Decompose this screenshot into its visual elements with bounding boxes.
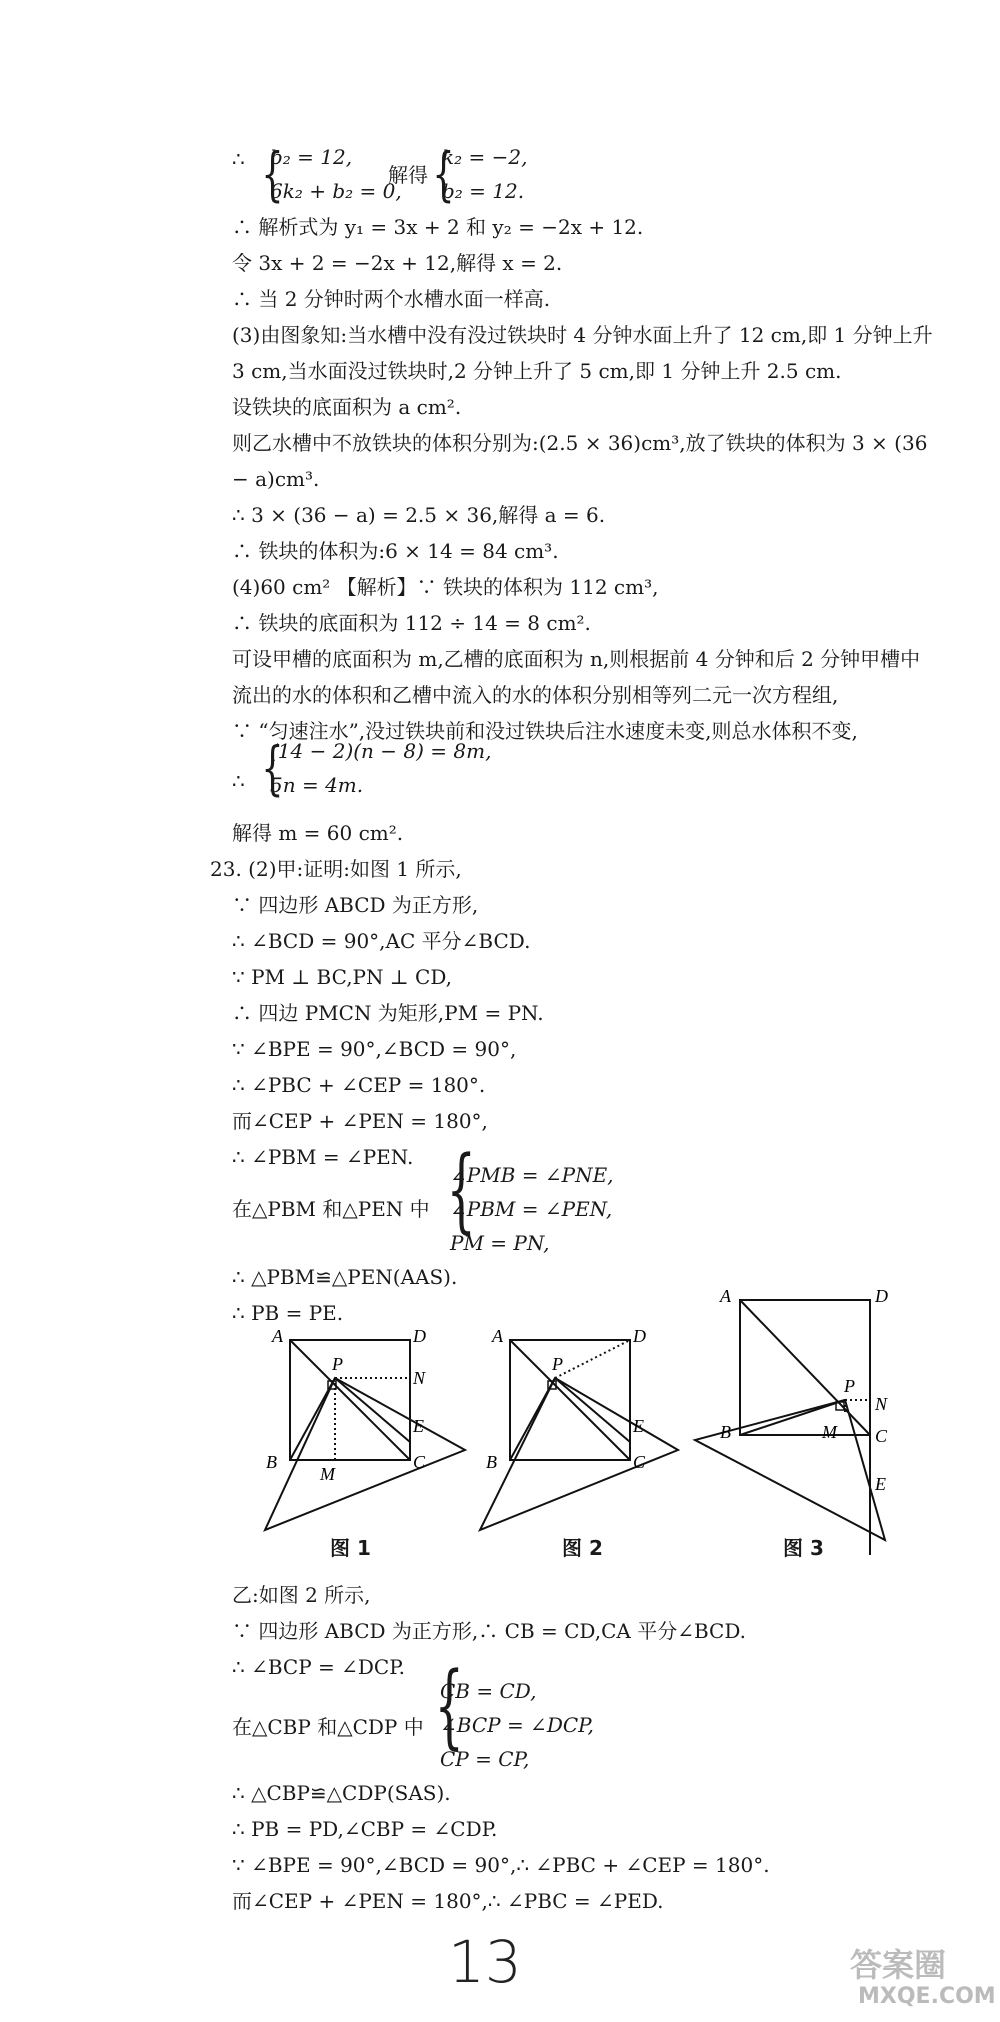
text-line: (4)60 cm² 【解析】∵ 铁块的体积为 112 cm³, [232,575,659,599]
text-line: 乙:如图 2 所示, [232,1583,371,1607]
text-line: ∴ PB = PD,∠CBP = ∠CDP. [232,1817,498,1841]
brace: { [432,140,455,208]
label-a: A [492,1326,503,1346]
figure-3-caption: 图 3 [783,1536,824,1560]
triangle [265,1378,465,1530]
watermark-url: MXQE.COM [858,1984,996,2009]
text-line: ∵ 四边形 ABCD 为正方形, [232,893,479,917]
congruence-conditions-2 [440,1674,594,1776]
label-n: N [413,1368,426,1388]
text-line: ∵ 四边形 ABCD 为正方形,∴ CB = CD,CA 平分∠BCD. [232,1619,747,1643]
equation: b₂ = 12, [270,145,353,169]
brace: { [261,734,284,802]
text-line: 令 3x + 2 = −2x + 12,解得 x = 2. [232,251,563,275]
label-b: B [486,1452,497,1472]
brace: { [446,1136,476,1243]
figure-3 [690,1280,930,1560]
congruence-conditions-1 [450,1158,614,1260]
label-p: P [844,1376,855,1396]
watermark-logo: 答案圈 [850,1946,947,1984]
brace: { [434,1652,464,1759]
question-heading: 23. (2)甲:证明:如图 1 所示, [210,857,462,881]
equation: b₂ = 12. [442,179,525,203]
label-n: N [875,1394,888,1414]
text-line: ∵ ∠BPE = 90°,∠BCD = 90°,∴ ∠PBC + ∠CEP = 180°. [232,1853,770,1877]
text-line: 而∠CEP + ∠PEN = 180°,∴ ∠PBC = ∠PED. [232,1889,664,1913]
therefore-symbol: ∴ [232,147,245,171]
equation: (14 − 2)(n − 8) = 8m, [270,739,492,763]
equation: 5n = 4m. [270,773,364,797]
text-line: (3)由图象知:当水槽中没有没过铁块时 4 分钟水面上升了 12 cm,即 1 分钟上升 [232,323,933,347]
condition: CB = CD, [440,1679,537,1703]
text-line: ∵ ∠BPE = 90°,∠BCD = 90°, [232,1037,517,1061]
figure-1-caption: 图 1 [330,1536,371,1560]
equation-system-3 [270,734,491,802]
therefore-symbol: ∴ [232,769,245,793]
condition: ∠BCP = ∠DCP, [440,1713,594,1737]
text-line: ∴ ∠BCP = ∠DCP. [232,1655,405,1679]
label-a: A [272,1326,283,1346]
text-line: ∴ 当 2 分钟时两个水槽水面一样高. [232,287,551,311]
text-line: ∴ PB = PE. [232,1301,344,1325]
label-a: A [720,1286,731,1306]
figure-1 [250,1320,480,1560]
text-line: 在△PBM 和△PEN 中 [232,1197,430,1221]
label-e: E [875,1474,886,1494]
condition: ∠PBM = ∠PEN, [450,1197,613,1221]
solve-label: 解得 [388,163,428,187]
label-m: M [822,1422,837,1442]
page-number: 13 [448,1928,522,1996]
label-d: D [413,1326,426,1346]
diagonal-ac [510,1340,630,1460]
text-line: ∵ PM ⊥ BC,PN ⊥ CD, [232,965,453,989]
text-line: 则乙水槽中不放铁块的体积分别为:(2.5 × 36)cm³,放了铁块的体积为 3 × (36 [232,431,928,455]
text-line: 而∠CEP + ∠PEN = 180°, [232,1109,488,1133]
text-line: 解得 m = 60 cm². [232,821,404,845]
text-line: ∵ “匀速注水”,没过铁块前和没过铁块后注水速度未变,则总水体积不变, [232,719,858,743]
condition: PM = PN, [450,1231,550,1255]
label-b: B [720,1422,731,1442]
text-line: ∴ △CBP≌△CDP(SAS). [232,1781,451,1805]
label-p: P [552,1354,563,1374]
segment-pe [335,1378,410,1442]
text-line: ∴ 解析式为 y₁ = 3x + 2 和 y₂ = −2x + 12. [232,215,644,239]
equation: 6k₂ + b₂ = 0, [270,179,402,203]
text-line: 在△CBP 和△CDP 中 [232,1715,424,1739]
text-line: ∴ 铁块的底面积为 112 ÷ 14 = 8 cm². [232,611,591,635]
text-line: 设铁块的底面积为 a cm². [232,395,462,419]
text-line: 3 cm,当水面没过铁块时,2 分钟上升了 5 cm,即 1 分钟上升 2.5 cm. [232,359,842,383]
label-c: C [413,1452,426,1472]
text-line: 可设甲槽的底面积为 m,乙槽的底面积为 n,则根据前 4 分钟和后 2 分钟甲槽中 [232,647,921,671]
label-c: C [875,1426,888,1446]
text-line: ∴ 四边 PMCN 为矩形,PM = PN. [232,1001,544,1025]
text-line: ∴ ∠BCD = 90°,AC 平分∠BCD. [232,929,531,953]
equation-system-1 [270,140,402,208]
diagonal-ac [740,1300,870,1435]
label-m: M [320,1464,335,1484]
brace: { [261,140,284,208]
dotted-pd [555,1340,630,1378]
text-line: − a)cm³. [232,467,320,491]
diagonal-ac [290,1340,410,1460]
figure-2 [470,1320,700,1560]
equation-system-2 [442,140,527,208]
text-line: ∴ ∠PBC + ∠CEP = 180°. [232,1073,486,1097]
label-e: E [633,1416,644,1436]
figure-2-caption: 图 2 [562,1536,603,1560]
label-b: B [266,1452,277,1472]
text-line: ∴ ∠PBM = ∠PEN. [232,1145,414,1169]
text-line: 流出的水的体积和乙槽中流入的水的体积分别相等列二元一次方程组, [232,683,839,707]
label-c: C [633,1452,646,1472]
condition: CP = CP, [440,1747,530,1771]
text-line: ∴ 铁块的体积为:6 × 14 = 84 cm³. [232,539,559,563]
text-line: ∴ 3 × (36 − a) = 2.5 × 36,解得 a = 6. [232,503,606,527]
equation: k₂ = −2, [442,145,528,169]
label-d: D [633,1326,646,1346]
condition: ∠PMB = ∠PNE, [450,1163,614,1187]
segment-pe [555,1378,630,1442]
label-d: D [875,1286,888,1306]
label-p: P [332,1354,343,1374]
text-line: ∴ △PBM≌△PEN(AAS). [232,1265,458,1289]
label-e: E [413,1416,424,1436]
